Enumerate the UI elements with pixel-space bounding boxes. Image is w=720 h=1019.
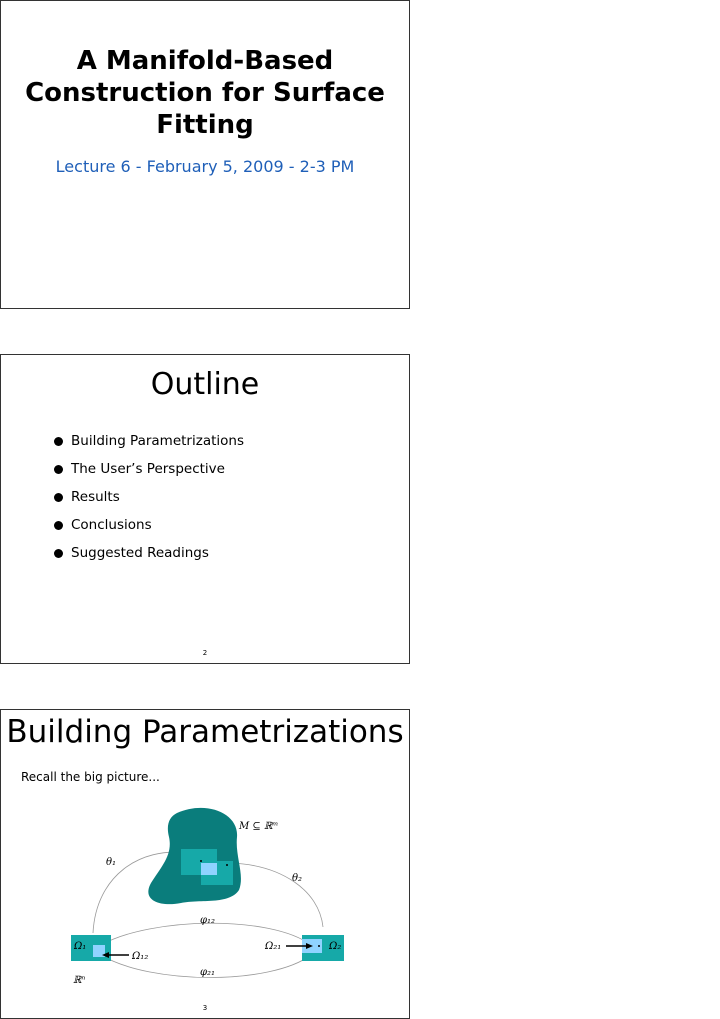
slide-title: Building Parametrizations: [6, 714, 404, 750]
phi12-label: φ₁₂: [200, 915, 216, 926]
title-line-2: Construction for Surface: [25, 78, 385, 108]
omega2-label: Ω₂: [329, 941, 342, 952]
slide-title: [1, 45, 409, 141]
list-item: [51, 427, 244, 455]
manifold-diagram: [1, 795, 409, 1000]
theta1-label: θ₁: [106, 857, 117, 868]
marker-dot: [318, 945, 320, 947]
rn-label: ℝⁿ: [73, 975, 86, 986]
bullet-icon: [54, 549, 63, 558]
list-item-label: The User’s Perspective: [71, 461, 225, 477]
slide-3: [0, 709, 410, 1019]
manifold-overlap: [201, 863, 217, 875]
omega21-label: Ω₂₁: [265, 941, 282, 952]
slide-2: [0, 354, 410, 664]
bullet-icon: [54, 465, 63, 474]
slide-title: Outline: [150, 367, 260, 402]
phi21-label: φ₂₁: [200, 967, 216, 978]
bullet-icon: [54, 437, 63, 446]
bullet-icon: [54, 493, 63, 502]
slide-subtitle: Lecture 6 - February 5, 2009 - 2-3 PM: [55, 157, 355, 176]
list-item: [51, 511, 244, 539]
omega1-label: Ω₁: [74, 941, 87, 952]
list-item: [51, 539, 244, 567]
list-item: [51, 483, 244, 511]
theta2-label: θ₂: [292, 873, 303, 884]
manifold-label: M ⊆ ℝᵐ: [239, 821, 279, 832]
page-number: 3: [202, 1004, 208, 1012]
theta2-curve: [231, 863, 323, 927]
bullet-icon: [54, 521, 63, 530]
omega12-label: Ω₁₂: [132, 951, 149, 962]
intro-text: Recall the big picture...: [21, 770, 160, 784]
list-item-label: Results: [71, 489, 120, 505]
list-item-label: Building Parametrizations: [71, 433, 244, 449]
list-item-label: Suggested Readings: [71, 545, 209, 561]
marker-dot: [226, 864, 228, 866]
page-number: 2: [202, 649, 208, 657]
title-line-3: Fitting: [156, 110, 254, 140]
title-line-1: A Manifold-Based: [76, 46, 334, 76]
outline-list: [51, 427, 244, 567]
list-item: [51, 455, 244, 483]
marker-dot: [200, 860, 202, 862]
slide-1: [0, 0, 410, 309]
list-item-label: Conclusions: [71, 517, 152, 533]
